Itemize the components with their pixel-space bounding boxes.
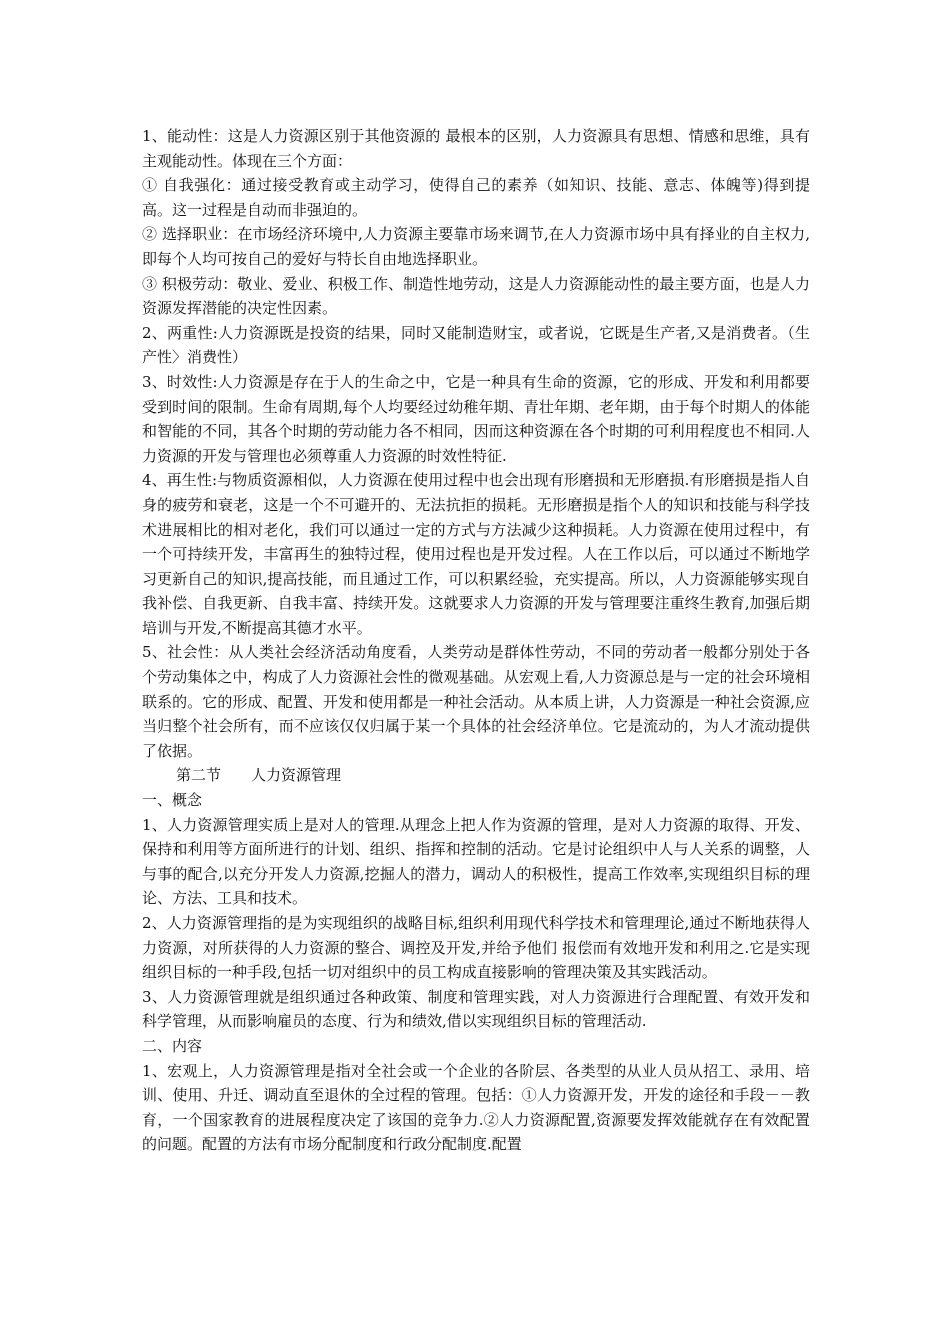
paragraph-regeneration: 4、再生性:与物质资源相似，人力资源在使用过程中也会出现有形磨损和无形磨损.有形磨损是指人自身的疲劳和衰老，这是一个不可避开的、无法抗拒的损耗。无形磨损是指个人的知识和技能与科学技术进展相比的相对老化，我们可以通过一定的方式与方法减少这种损耗。人力资源在使用过程中，有一个可持续开发，丰富再生的独特过程，使用过程也是开发过程。人在工作以后，可以通过不断地学习更新自己的知识,提高技能，而且通过工作，可以积累经验，充实提高。所以，人力资源能够实现自我补偿、自我更新、自我丰富、持续开发。这就要求人力资源的开发与管理要注重终生教育,加强后期培训与开发,不断提高其德才水平。 <box>142 471 810 637</box>
document-page <box>142 124 810 1157</box>
subheading-content: 二、内容 <box>142 1036 203 1055</box>
section-number: 第二节 <box>176 766 222 785</box>
paragraph-self-strengthening: ① 自我强化：通过接受教育或主动学习，使得自己的素养（如知识、技能、意志、体魄等)得到提高。这一过程是自动而非强迫的。 <box>142 176 810 219</box>
paragraph-duality: 2、两重性:人力资源既是投资的结果，同时又能制造财宝，或者说，它既是生产者,又是消费者。（生产性〉消费性） <box>142 323 810 367</box>
paragraph-sociality: 5、社会性：从人类社会经济活动角度看，人类劳动是群体性劳动，不同的劳动者一般都分别处于各个劳动集体之中，构成了人力资源社会性的微观基础。从宏观上看,人力资源总是与一定的社会环境相联系的。它的形成、配置、开发和使用都是一种社会活动。从本质上讲，人力资源是一种社会资源,应当归整个社会所有，而不应该仅仅归属于某一个具体的社会经济单位。它是流动的，为人才流动提供了依据。 <box>142 643 810 760</box>
subheading-concept: 一、概念 <box>142 791 203 810</box>
paragraph-active-labor: ③ 积极劳动：敬业、爱业、积极工作、制造性地劳动，这是人力资源能动性的最主要方面，也是人力资源发挥潜能的决定性因素。 <box>142 274 810 318</box>
paragraph-timeliness: 3、时效性:人力资源是存在于人的生命之中，它是一种具有生命的资源，它的形成、开发和利用都要受到时间的限制。生命有周期,每个人均要经过幼稚年期、青壮年期、老年期，由于每个时期人的体能和智能的不同，其各个时期的劳动能力各不相同，因而这种资源在各个时期的可利用程度也不相同.人力资源的开发与管理也必须尊重人力资源的时效性特征. <box>142 372 810 465</box>
paragraph-initiative: 1、能动性：这是人力资源区别于其他资源的 最根本的区别，人力资源具有思想、情感和思维，具有主观能动性。体现在三个方面： <box>142 127 810 170</box>
content-paragraph: 1、宏观上，人力资源管理是指对全社会或一个企业的各阶层、各类型的从业人员从招工、录用、培训、使用、升迁、调动直至退休的全过程的管理。包括：①人力资源开发，开发的途径和手段－－教育，一个国家教育的进展程度决定了该国的竞争力.②人力资源配置,资源要发挥效能就存在有效配置的问题。配置的方法有市场分配制度和行政分配制度.配置 <box>142 1061 810 1154</box>
paragraph-career-choice: ② 选择职业：在市场经济环境中,人力资源主要靠市场来调节,在人力资源市场中具有择业的自主权力,即每个人均可按自己的爱好与特长自由地选择职业。 <box>142 225 810 268</box>
section-title: 人力资源管理 <box>251 766 342 785</box>
concept-paragraph: 1、人力资源管理实质上是对人的管理.从理念上把人作为资源的管理，是对人力资源的取得、开发、保持和利用等方面所进行的计划、组织、指挥和控制的活动。它是讨论组织中人与人关系的调整，人与事的配合,以充分开发人力资源,挖掘人的潜力，调动人的积极性，提高工作效率,实现组织目标的理论、方法、工具和技术。 <box>142 815 810 908</box>
concept-paragraph: 2、人力资源管理指的是为实现组织的战略目标,组织利用现代科学技术和管理理论,通过不断地获得人力资源，对所获得的人力资源的整合、调控及开发,并给予他们 报偿而有效地开发和利用之.它是实现组织目标的一种手段,包括一切对组织中的员工构成直接影响的管理决策及其实践活动。 <box>142 914 810 982</box>
section-heading <box>142 763 810 788</box>
concept-paragraph: 3、人力资源管理就是组织通过各种政策、制度和管理实践，对人力资源进行合理配置、有效开发和科学管理，从而影响雇员的态度、行为和绩效,借以实现组织目标的管理活动. <box>142 987 810 1031</box>
